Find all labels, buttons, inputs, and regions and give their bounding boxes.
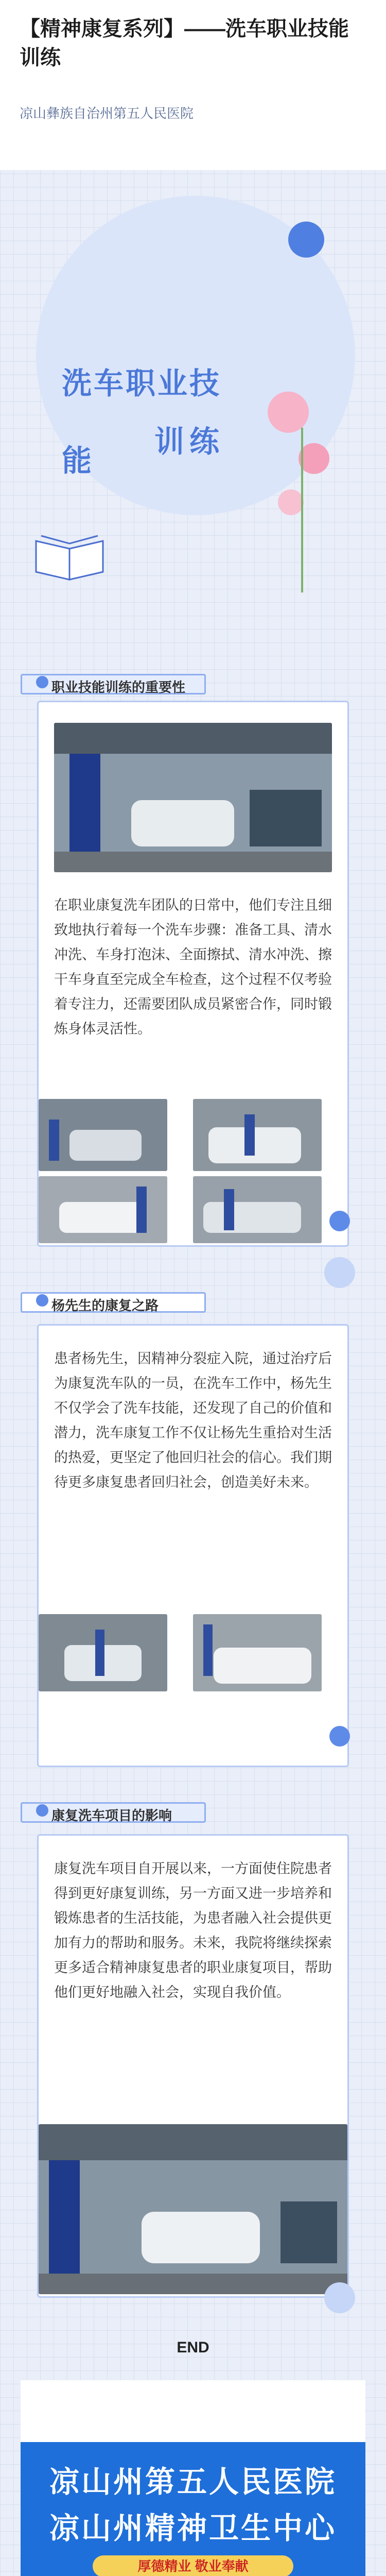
account-name-link[interactable]: 凉山彝族自治州第五人民医院 — [20, 106, 194, 121]
cover-title: 洗车职业技能 — [62, 367, 222, 478]
section-card-recovery — [37, 1324, 349, 1767]
decor-dot — [324, 1257, 355, 1288]
poster-hospital-name: 凉山州第五人民医院 — [49, 2465, 337, 2499]
section-label-importance — [21, 665, 237, 701]
photo-washing-4 — [193, 1176, 322, 1243]
section-card-impact — [37, 1834, 349, 2298]
bullet-dot — [36, 1804, 48, 1817]
article-title: 【精神康复系列】——洗车职业技能训练 — [20, 18, 349, 69]
section-card-importance — [37, 701, 349, 1247]
section-label-text: 职业技能训练的重要性 — [51, 680, 186, 695]
photo-washing-3 — [39, 1176, 167, 1243]
cover-subtitle: 训练 — [154, 425, 225, 459]
section-paragraph: 患者杨先生，因精神分裂症入院，通过治疗后为康复洗车队的一员，在洗车工作中，杨先生不仅学会了洗车技能，还发现了自己的价值和潜力，洗车康复工作不仅让杨先生重拾对生活的热爱，更坚定了他回归社会的信心。我们期待更多康复患者回归社会，创造美好未来。 — [54, 1351, 332, 1490]
flower-decoration — [268, 392, 309, 433]
flower-decoration — [278, 489, 304, 515]
bullet-dot — [36, 1294, 48, 1307]
poster-center-name: 凉山州精神卫生中心 — [49, 2512, 337, 2545]
decor-dot — [329, 1211, 350, 1231]
flower-stem — [301, 428, 303, 592]
section-label-text: 康复洗车项目的影响 — [51, 1808, 172, 1823]
flower-decoration — [299, 443, 329, 474]
section-label-recovery — [21, 1283, 237, 1319]
article-header — [0, 0, 386, 134]
hospital-poster — [21, 2380, 365, 2576]
poster-top-band — [21, 2380, 365, 2442]
section-paragraph: 在职业康复洗车团队的日常中，他们专注且细致地执行着每一个洗车步骤：准备工具、清水冲洗、车身打泡沫、全面擦拭、清水冲洗、擦干车身直至完成全车检查，这个过程不仅考验着专注力，还需要团队成员紧密合作，同时锻炼身体灵活性。 — [54, 897, 332, 1037]
photo-washing-1 — [39, 1099, 167, 1171]
decor-dot — [324, 2282, 355, 2313]
article-body — [0, 170, 386, 2576]
bullet-dot — [36, 676, 48, 688]
photo-washing-2 — [193, 1099, 322, 1171]
end-marker: END — [177, 2339, 209, 2356]
poster-slogan: 厚德精业 敬业奉献 — [93, 2555, 293, 2576]
cover-bottom-space — [21, 577, 365, 675]
decor-dot — [329, 1726, 350, 1747]
photo-patient-2 — [193, 1614, 322, 1691]
cover-circle-small — [288, 222, 324, 258]
section-label-impact — [21, 1793, 237, 1829]
section-paragraph: 康复洗车项目自开展以来，一方面使住院患者得到更好康复训练，另一方面又进一步培养和锻炼患者的生活技能，为患者融入社会提供更加有力的帮助和服务。未来，我院将继续探索更多适合精神康复患者的职业康复项目，帮助他们更好地融入社会，实现自我价值。 — [54, 1861, 332, 2000]
book-icon — [31, 520, 108, 582]
photo-car-wash-team — [39, 2124, 347, 2294]
cover-graphic — [21, 185, 365, 675]
photo-car-wash-station — [54, 723, 332, 872]
photo-patient-1 — [39, 1614, 167, 1691]
section-label-text: 杨先生的康复之路 — [51, 1298, 159, 1313]
